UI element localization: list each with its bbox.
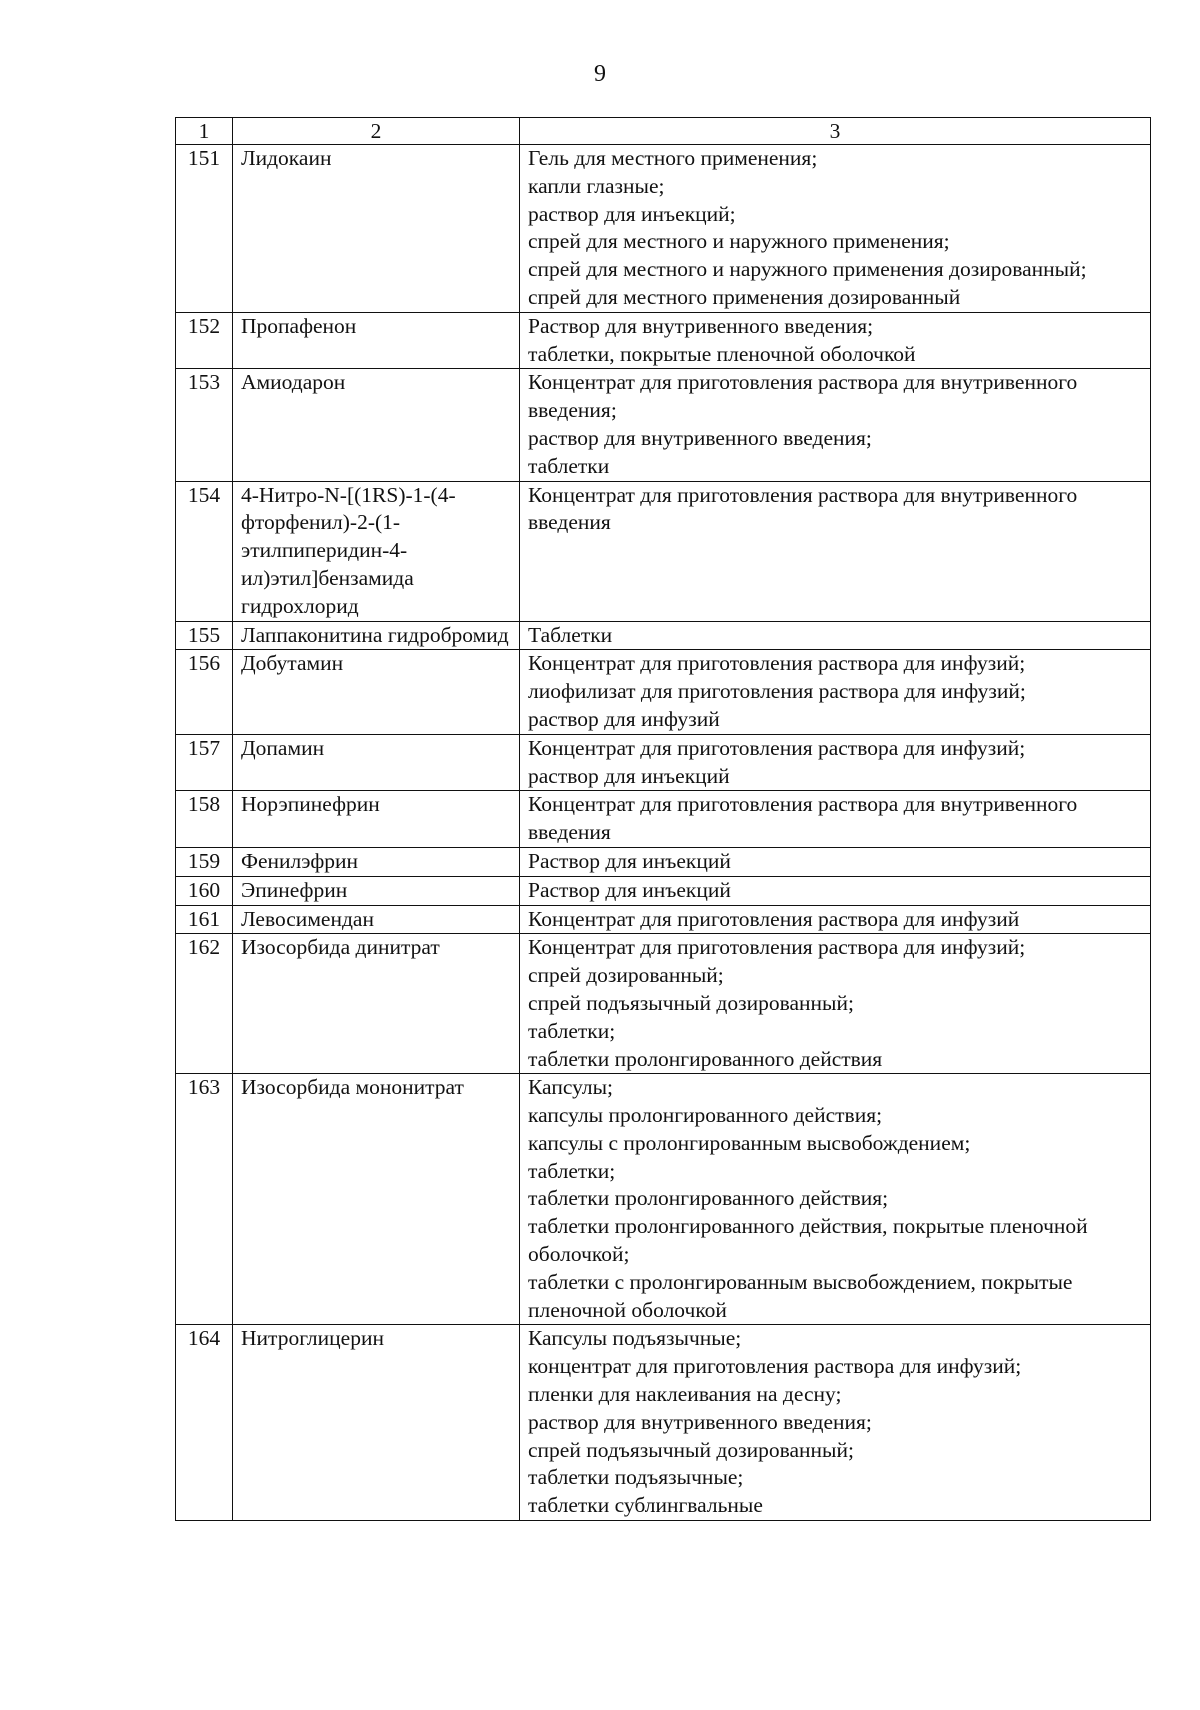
table-row: [176, 1074, 1151, 1325]
row-number: 162: [176, 934, 233, 1074]
dosage-form-item: Гель для местного применения;: [528, 146, 818, 170]
dosage-form-item: Раствор для внутривенного введения;: [528, 313, 874, 338]
dosage-form-item: Концентрат для приготовления раствора для внутривенного введения: [528, 482, 1078, 535]
dosage-form-item: таблетки;: [528, 1018, 616, 1043]
table-row: [176, 934, 1151, 1074]
dosage-form-item: Концентрат для приготовления раствора для инфузий: [528, 906, 1020, 931]
dosage-forms: [520, 876, 1151, 905]
drug-name: Амиодарон: [233, 369, 520, 481]
drug-name: Изосорбида мононитрат: [233, 1074, 520, 1325]
row-number: 161: [176, 905, 233, 934]
drug-name: Допамин: [233, 734, 520, 791]
drug-forms-table: [175, 117, 1151, 1521]
dosage-form-item: капсулы пролонгированного действия;: [528, 1103, 883, 1128]
dosage-forms: [520, 312, 1151, 369]
dosage-form-item: таблетки, покрытые пленочной оболочкой: [528, 341, 916, 366]
dosage-forms: [520, 847, 1151, 876]
table-row: [176, 734, 1151, 791]
drug-name: Левосимендан: [233, 905, 520, 934]
column-header-1: 1: [176, 118, 233, 145]
dosage-form-item: Концентрат для приготовления раствора для инфузий;: [528, 935, 1026, 960]
table-header-row: [176, 118, 1151, 145]
dosage-form-item: спрей подъязычный дозированный;: [528, 1437, 854, 1462]
drug-name: 4-Нитро-N-[(1RS)-1-(4-фторфенил)-2-(1-этилпиперидин-4-ил)этил]бензамида гидрохлорид: [233, 481, 520, 621]
dosage-forms: [520, 145, 1151, 313]
dosage-form-item: таблетки пролонгированного действия, покрытые пленочной оболочкой;: [528, 1214, 1088, 1267]
dosage-form-item: раствор для внутривенного введения;: [528, 1409, 872, 1434]
table-row: [176, 369, 1151, 481]
dosage-forms: [520, 1325, 1151, 1521]
dosage-form-item: спрей для местного и наружного применения;: [528, 229, 950, 254]
table-row: [176, 145, 1151, 313]
drug-name: Добутамин: [233, 650, 520, 734]
dosage-forms: [520, 369, 1151, 481]
dosage-forms: [520, 734, 1151, 791]
dosage-form-item: Концентрат для приготовления раствора для внутривенного введения;: [528, 370, 1078, 423]
row-number: 160: [176, 876, 233, 905]
dosage-form-item: Раствор для инъекций: [528, 848, 731, 873]
dosage-form-item: спрей для местного применения дозированный: [528, 284, 961, 309]
table-row: [176, 650, 1151, 734]
dosage-forms: [520, 481, 1151, 621]
dosage-form-item: таблетки подъязычные;: [528, 1465, 744, 1490]
dosage-form-item: Раствор для инъекций: [528, 877, 731, 902]
dosage-form-item: таблетки сублингвальные: [528, 1493, 763, 1518]
row-number: 153: [176, 369, 233, 481]
drug-name: Лидокаин: [233, 145, 520, 313]
row-number: 152: [176, 312, 233, 369]
dosage-form-item: раствор для внутривенного введения;: [528, 425, 872, 450]
dosage-forms: [520, 650, 1151, 734]
dosage-form-item: раствор для инъекций;: [528, 201, 736, 226]
table-row: [176, 876, 1151, 905]
row-number: 154: [176, 481, 233, 621]
dosage-form-item: таблетки: [528, 453, 610, 478]
table-row: [176, 1325, 1151, 1521]
row-number: 159: [176, 847, 233, 876]
table-body: [176, 145, 1151, 1521]
table-row: [176, 791, 1151, 848]
dosage-forms: [520, 934, 1151, 1074]
dosage-form-item: Концентрат для приготовления раствора для внутривенного введения: [528, 792, 1078, 845]
dosage-form-item: Капсулы подъязычные;: [528, 1326, 742, 1351]
table-row: [176, 312, 1151, 369]
row-number: 157: [176, 734, 233, 791]
row-number: 156: [176, 650, 233, 734]
table-row: [176, 621, 1151, 650]
table-row: [176, 481, 1151, 621]
dosage-form-item: раствор для инфузий: [528, 706, 720, 731]
dosage-forms: [520, 1074, 1151, 1325]
dosage-form-item: таблетки с пролонгированным высвобождением, покрытые пленочной оболочкой: [528, 1269, 1073, 1322]
dosage-form-item: Капсулы;: [528, 1075, 614, 1100]
dosage-form-item: лиофилизат для приготовления раствора для инфузий;: [528, 679, 1026, 704]
drug-name: Пропафенон: [233, 312, 520, 369]
dosage-form-item: Таблетки: [528, 622, 613, 647]
dosage-form-item: пленки для наклеивания на десну;: [528, 1382, 842, 1407]
dosage-form-item: Концентрат для приготовления раствора для инфузий;: [528, 651, 1026, 676]
dosage-forms: [520, 791, 1151, 848]
column-header-2: 2: [233, 118, 520, 145]
drug-name: Нитроглицерин: [233, 1325, 520, 1521]
drug-name: Норэпинефрин: [233, 791, 520, 848]
dosage-form-item: спрей дозированный;: [528, 963, 724, 988]
dosage-forms: [520, 905, 1151, 934]
dosage-form-item: спрей подъязычный дозированный;: [528, 990, 854, 1015]
row-number: 164: [176, 1325, 233, 1521]
page-number: 9: [594, 61, 606, 87]
dosage-forms: [520, 621, 1151, 650]
drug-name: Фенилэфрин: [233, 847, 520, 876]
dosage-form-item: таблетки;: [528, 1158, 616, 1183]
table-row: [176, 905, 1151, 934]
row-number: 158: [176, 791, 233, 848]
drug-name: Изосорбида динитрат: [233, 934, 520, 1074]
table-row: [176, 847, 1151, 876]
drug-name: Эпинефрин: [233, 876, 520, 905]
dosage-form-item: капли глазные;: [528, 173, 665, 198]
dosage-form-item: капсулы с пролонгированным высвобождением;: [528, 1130, 971, 1155]
row-number: 151: [176, 145, 233, 313]
dosage-form-item: Концентрат для приготовления раствора для инфузий;: [528, 735, 1026, 760]
row-number: 155: [176, 621, 233, 650]
column-header-3: 3: [520, 118, 1151, 145]
dosage-form-item: раствор для инъекций: [528, 763, 730, 788]
row-number: 163: [176, 1074, 233, 1325]
dosage-form-item: таблетки пролонгированного действия;: [528, 1186, 889, 1211]
dosage-form-item: спрей для местного и наружного применения дозированный;: [528, 257, 1087, 282]
dosage-form-item: таблетки пролонгированного действия: [528, 1046, 883, 1071]
drug-name: Лаппаконитина гидробромид: [233, 621, 520, 650]
dosage-form-item: концентрат для приготовления раствора для инфузий;: [528, 1354, 1022, 1379]
